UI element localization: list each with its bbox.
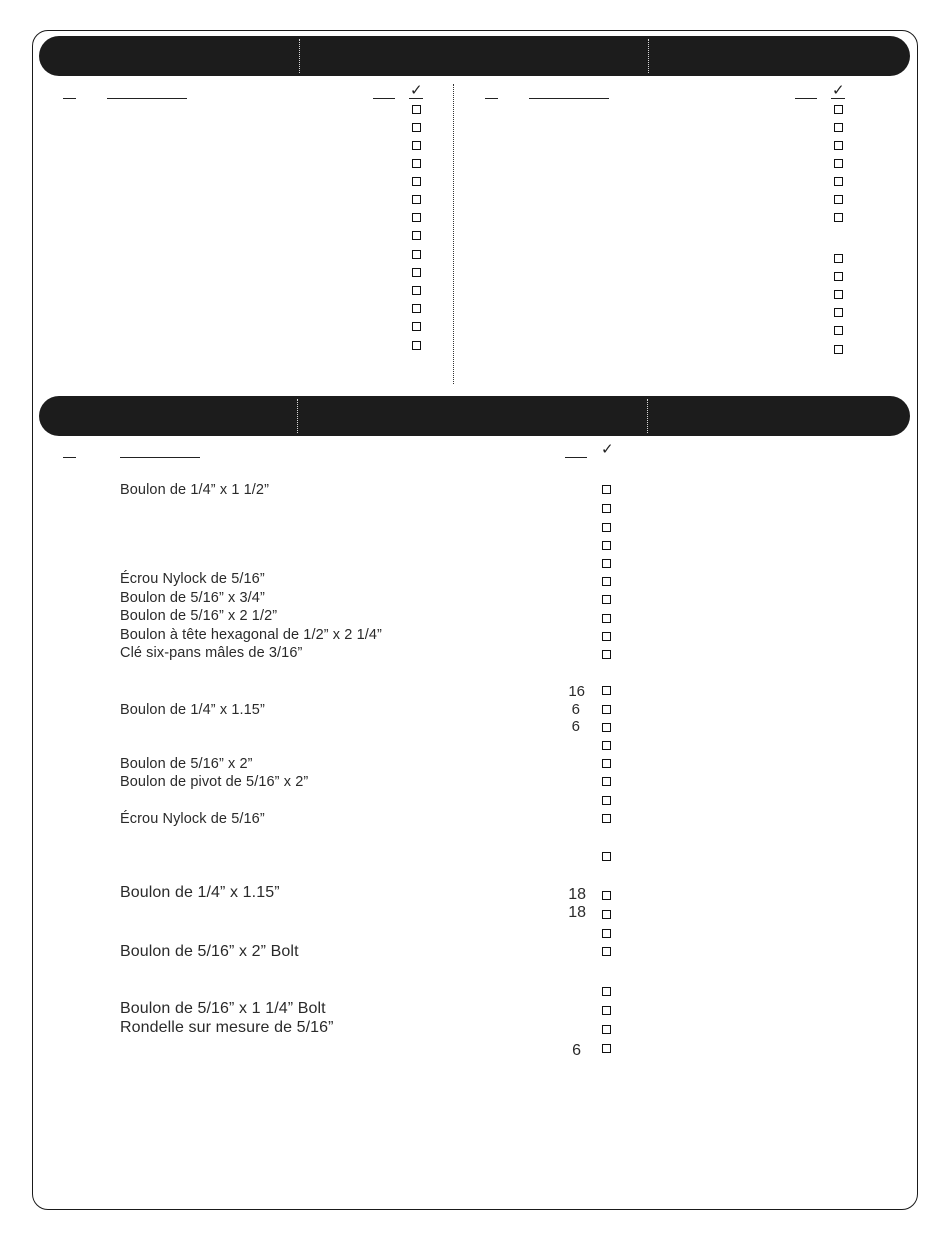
checkbox[interactable] [834, 326, 843, 335]
checkbox[interactable] [602, 559, 611, 568]
part-description: Écrou Nylock de 5/16” [120, 571, 265, 587]
check-column-icon: ✓ [601, 440, 614, 458]
section-2-header-bar [39, 396, 910, 436]
checkbox[interactable] [412, 341, 421, 350]
checkbox[interactable] [602, 686, 611, 695]
checkbox[interactable] [412, 231, 421, 240]
quantity-column-header-blank [795, 98, 817, 99]
part-quantity: 6 [572, 1042, 581, 1059]
header-divider [648, 39, 649, 73]
part-description: Boulon de 5/16” x 1 1/4” Bolt [120, 1000, 326, 1017]
header-divider [297, 399, 298, 433]
checkbox[interactable] [834, 105, 843, 114]
checkbox[interactable] [834, 213, 843, 222]
part-description: Rondelle sur mesure de 5/16” [120, 1019, 334, 1036]
checkbox[interactable] [834, 177, 843, 186]
checkbox[interactable] [834, 308, 843, 317]
header-divider [299, 39, 300, 73]
part-quantity: 6 [571, 701, 580, 718]
checkbox[interactable] [834, 123, 843, 132]
checkbox[interactable] [602, 541, 611, 550]
checkbox[interactable] [602, 595, 611, 604]
checkbox[interactable] [602, 705, 611, 714]
checkbox[interactable] [602, 759, 611, 768]
checkbox[interactable] [412, 123, 421, 132]
checkbox[interactable] [602, 577, 611, 586]
quantity-column-header-blank [373, 98, 395, 99]
header-divider [647, 399, 648, 433]
part-quantity: 6 [571, 718, 580, 735]
checkbox[interactable] [412, 159, 421, 168]
checkbox[interactable] [602, 504, 611, 513]
checkbox[interactable] [602, 632, 611, 641]
key-column-header-blank [485, 98, 498, 99]
checkbox[interactable] [412, 213, 421, 222]
checkbox[interactable] [602, 523, 611, 532]
checkbox[interactable] [834, 290, 843, 299]
checkbox[interactable] [602, 741, 611, 750]
check-column-icon: ✓ [832, 81, 845, 99]
key-column-header-blank [63, 98, 76, 99]
checkbox[interactable] [412, 286, 421, 295]
checkbox[interactable] [602, 1025, 611, 1034]
checkbox[interactable] [602, 910, 611, 919]
part-description: Boulon de 1/4” x 1.15” [120, 702, 265, 718]
checkbox[interactable] [412, 250, 421, 259]
part-quantity: 18 [568, 886, 586, 903]
description-column-header-blank [120, 457, 200, 458]
checkbox[interactable] [602, 650, 611, 659]
part-description: Boulon de 5/16” x 2 1/2” [120, 608, 278, 624]
check-column-icon: ✓ [410, 81, 423, 99]
checkbox[interactable] [602, 929, 611, 938]
part-quantity: 18 [568, 904, 586, 921]
checkbox[interactable] [412, 304, 421, 313]
check-underline [831, 98, 845, 99]
column-separator [453, 84, 454, 384]
checkbox[interactable] [602, 1006, 611, 1015]
quantity-column-header-blank [565, 457, 587, 458]
part-description: Boulon de 5/16” x 2” Bolt [120, 943, 299, 960]
checkbox[interactable] [602, 614, 611, 623]
checkbox[interactable] [834, 272, 843, 281]
key-column-header-blank [63, 457, 76, 458]
checkbox[interactable] [602, 485, 611, 494]
section-1-header-bar [39, 36, 910, 76]
part-description: Boulon de 1/4” x 1.15” [120, 884, 280, 901]
checkbox[interactable] [412, 322, 421, 331]
part-description: Boulon de 1/4” x 1 1/2” [120, 482, 270, 498]
checkbox[interactable] [412, 195, 421, 204]
checkbox[interactable] [602, 987, 611, 996]
checkbox[interactable] [834, 345, 843, 354]
check-underline [409, 98, 423, 99]
checkbox[interactable] [602, 947, 611, 956]
checkbox[interactable] [602, 814, 611, 823]
checkbox[interactable] [602, 852, 611, 861]
checkbox[interactable] [412, 105, 421, 114]
checkbox[interactable] [602, 777, 611, 786]
part-description: Boulon de 5/16” x 2” [120, 756, 253, 772]
checkbox[interactable] [412, 177, 421, 186]
checkbox[interactable] [834, 159, 843, 168]
checkbox[interactable] [602, 796, 611, 805]
description-column-header-blank [529, 98, 609, 99]
part-description: Boulon de 5/16” x 3/4” [120, 590, 265, 606]
checkbox[interactable] [834, 254, 843, 263]
part-description: Boulon à tête hexagonal de 1/2” x 2 1/4” [120, 627, 382, 643]
checkbox[interactable] [602, 1044, 611, 1053]
part-description: Boulon de pivot de 5/16” x 2” [120, 774, 309, 790]
checkbox[interactable] [602, 891, 611, 900]
part-description: Clé six-pans mâles de 3/16” [120, 645, 303, 661]
checkbox[interactable] [602, 723, 611, 732]
description-column-header-blank [107, 98, 187, 99]
checkbox[interactable] [412, 141, 421, 150]
checkbox[interactable] [834, 195, 843, 204]
part-description: Écrou Nylock de 5/16” [120, 811, 265, 827]
part-quantity: 16 [568, 683, 585, 700]
checkbox[interactable] [834, 141, 843, 150]
checkbox[interactable] [412, 268, 421, 277]
